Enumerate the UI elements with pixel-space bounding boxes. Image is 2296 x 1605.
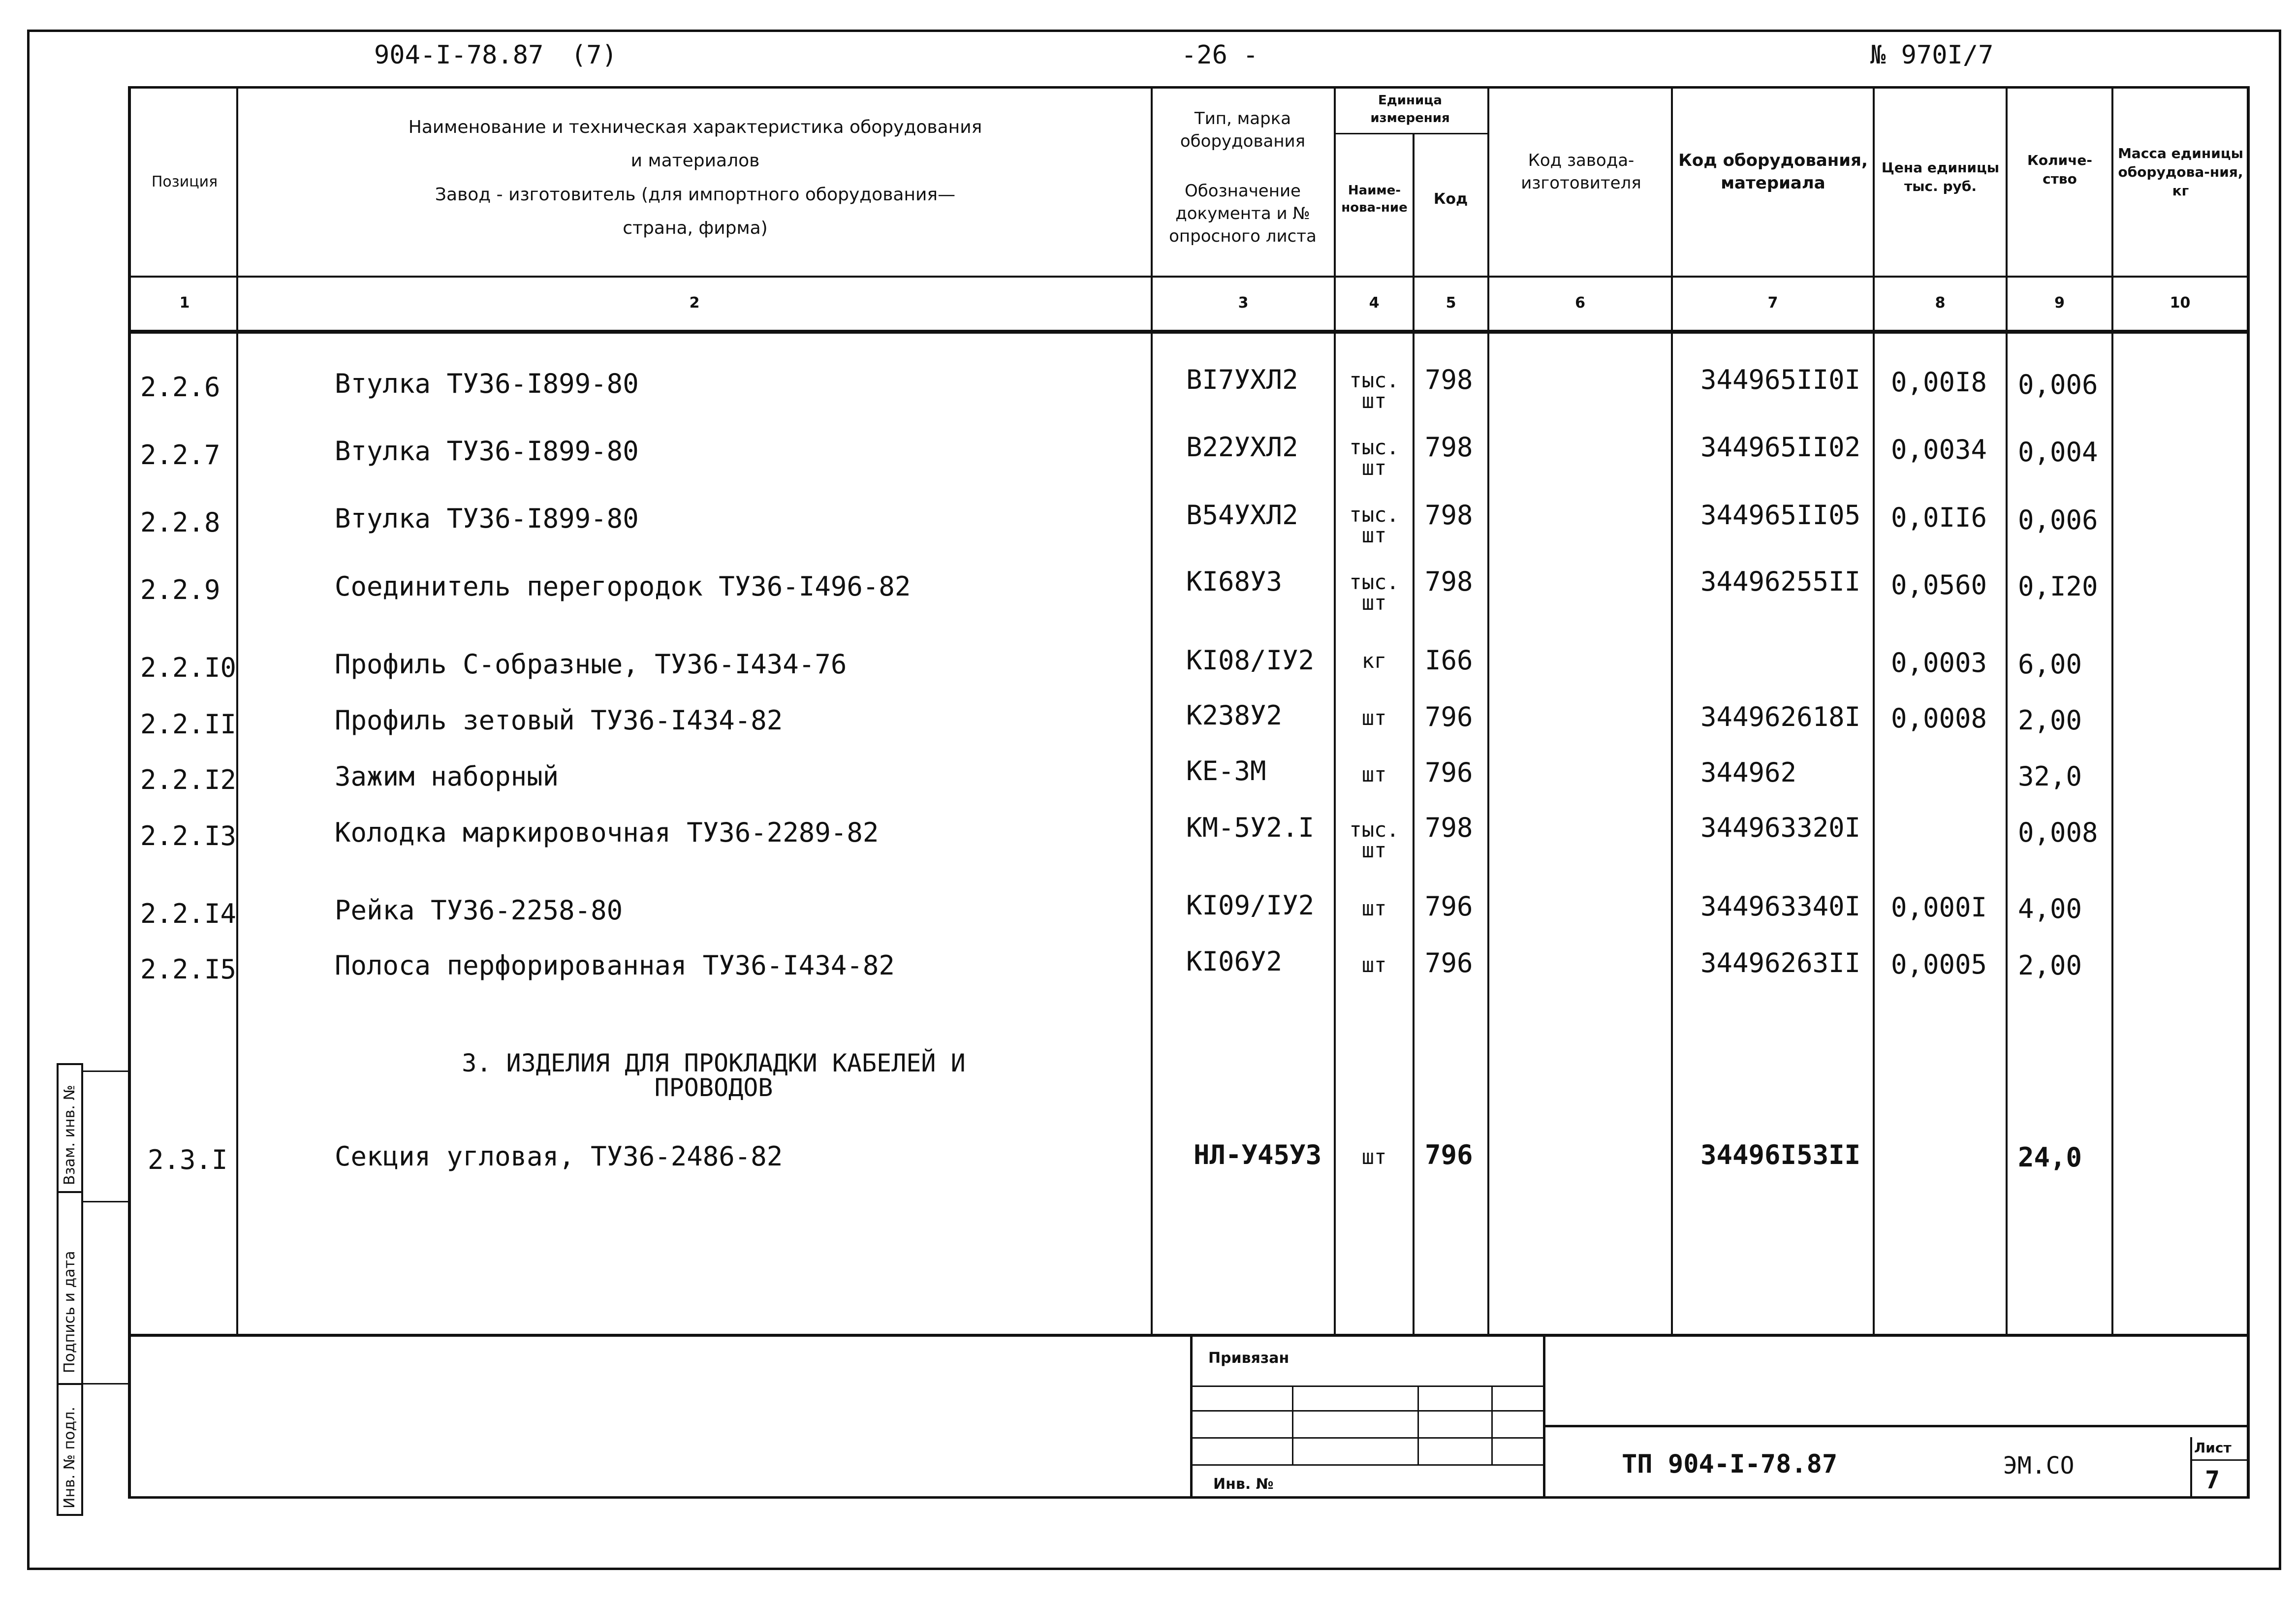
row-position: 2.2.II: [140, 709, 237, 740]
row-material-code: 344963320I: [1700, 812, 1861, 843]
row-quantity: 0,I20: [2018, 571, 2098, 602]
row-type: НЛ-У45У3: [1194, 1139, 1322, 1170]
row-position: 2.2.I2: [140, 764, 237, 795]
row-quantity: 0,004: [2018, 437, 2098, 468]
row-type: КМ-5У2.I: [1186, 812, 1315, 843]
stamp-bottom-line: [128, 1496, 2249, 1499]
col-header-material-code: Код оборудования, материала: [1678, 151, 1868, 193]
col-header-type: Тип, марка оборудования: [1180, 109, 1306, 151]
col-number-3: 3: [1238, 294, 1249, 312]
row-type: КI68У3: [1186, 566, 1283, 597]
row-quantity: 6,00: [2018, 649, 2082, 680]
row-material-code: 344965II05: [1700, 500, 1861, 531]
col-header-unit-code: Код: [1433, 190, 1468, 208]
margin-strip-div1: [57, 1191, 83, 1193]
row-type: BI7УХЛ2: [1186, 364, 1298, 395]
row-unit-code: 798: [1425, 500, 1473, 531]
stamp-inv-label: Инв. №: [1213, 1476, 1274, 1493]
row-unit-code: 798: [1425, 812, 1473, 843]
sheet-label: Лист: [2194, 1440, 2232, 1456]
row-quantity: 0,006: [2018, 504, 2098, 535]
row-type: КI09/IУ2: [1186, 890, 1315, 921]
row-name: Втулка ТУ36-I899-80: [335, 503, 639, 534]
section-heading-line2: ПРОВОДОВ: [654, 1073, 773, 1102]
row-quantity: 2,00: [2018, 705, 2082, 736]
margin-connector-3: [83, 1383, 130, 1385]
row-position: 2.2.7: [140, 440, 220, 471]
col-number-6: 6: [1575, 294, 1585, 312]
stamp-mark: ЭМ.СО: [2003, 1452, 2075, 1479]
row-unit-code: 796: [1425, 891, 1473, 922]
row-unit: тыс. шт: [1349, 818, 1399, 862]
row-unit-code: 796: [1425, 701, 1473, 732]
row-name: Профиль зетовый ТУ36-I434-82: [335, 705, 783, 736]
col-number-1: 1: [179, 294, 190, 312]
col-header-name-line1: Наименование и техническая характеристика оборудования: [408, 117, 982, 137]
stamp-doc-ref: ТП 904-I-78.87: [1622, 1449, 1838, 1479]
row-unit-code: 798: [1425, 432, 1473, 463]
row-type: КI06У2: [1186, 946, 1283, 977]
margin-strip-bottom: [57, 1514, 83, 1516]
row-name: Рейка ТУ36-2258-80: [335, 895, 623, 926]
margin-label-signature-date: Подпись и дата: [61, 1251, 78, 1373]
row-unit: шт: [1361, 762, 1387, 787]
archive-number: № 970I/7: [1870, 40, 1994, 70]
col-header-name-line3: Завод - изготовитель (для импортного оборудования—: [435, 184, 956, 205]
row-price: 0,0034: [1891, 434, 1987, 465]
row-material-code: 344963340I: [1700, 891, 1861, 922]
margin-label-original-inv: Инв. № подл.: [61, 1407, 78, 1509]
row-quantity: 0,008: [2018, 817, 2098, 848]
row-position: 2.2.I4: [140, 898, 237, 929]
unit-group-line: [1334, 133, 1487, 134]
row-name: Втулка ТУ36-I899-80: [335, 368, 639, 399]
col-header-name-line4: страна, фирма): [623, 218, 768, 239]
row-quantity: 32,0: [2018, 761, 2082, 792]
row-unit: тыс. шт: [1349, 570, 1399, 615]
doc-code: 904-I-78.87: [374, 40, 544, 70]
outer-border-top: [27, 30, 2281, 32]
row-unit: тыс. шт: [1349, 368, 1399, 413]
col-header-name: [241, 111, 1149, 258]
row-position: 2.3.I: [148, 1144, 228, 1175]
stamp-title-line: [1545, 1425, 2249, 1427]
col-number-8: 8: [1935, 294, 1946, 312]
col-number-10: 10: [2170, 294, 2191, 312]
row-price: 0,0005: [1891, 949, 1987, 980]
row-price: 0,0003: [1891, 647, 1987, 678]
row-material-code: 34496I53II: [1700, 1139, 1861, 1170]
row-unit: кг: [1361, 649, 1387, 673]
row-position: 2.2.6: [140, 372, 220, 403]
row-position: 2.2.I5: [140, 954, 237, 985]
row-unit: шт: [1361, 896, 1387, 920]
section-heading: [345, 1051, 1083, 1100]
row-price: 0,00I8: [1891, 367, 1987, 398]
row-type: B22УХЛ2: [1186, 432, 1298, 463]
row-material-code: 344962618I: [1700, 701, 1861, 732]
outer-border-right: [2279, 30, 2281, 1570]
col-line-4: [1413, 133, 1415, 1335]
col-number-5: 5: [1446, 294, 1456, 312]
col-line-7: [1873, 86, 1875, 1335]
row-unit-code: I66: [1425, 645, 1473, 676]
row-material-code: 34496263II: [1700, 947, 1861, 978]
stamp-grid-v3: [1491, 1385, 1493, 1464]
row-material-code: 344965II0I: [1700, 364, 1861, 395]
row-type: B54УХЛ2: [1186, 500, 1298, 531]
row-type: К238У2: [1186, 700, 1283, 731]
stamp-grid-h4: [1190, 1464, 1544, 1466]
table-left-line: [128, 86, 131, 1499]
row-unit-code: 798: [1425, 364, 1473, 395]
row-name: Соединитель перегородок ТУ36-I496-82: [335, 571, 911, 602]
margin-connector-1: [83, 1070, 130, 1072]
col-line-5: [1487, 86, 1489, 1335]
margin-strip-right: [81, 1063, 83, 1516]
margin-strip-top: [57, 1063, 83, 1065]
stamp-mid-line: [1543, 1335, 1545, 1498]
col-header-unit-group: Единица измерения: [1370, 93, 1450, 126]
row-unit: шт: [1361, 1145, 1387, 1169]
row-type: КЕ-3М: [1186, 755, 1266, 787]
row-unit: шт: [1361, 706, 1387, 730]
stamp-left-line: [1190, 1335, 1193, 1498]
row-position: 2.2.9: [140, 574, 220, 605]
page-number: -26 -: [1181, 40, 1258, 70]
row-position: 2.2.I3: [140, 820, 237, 851]
stamp-grid-v2: [1417, 1385, 1419, 1464]
row-unit: тыс. шт: [1349, 503, 1399, 547]
row-price: 0,000I: [1891, 892, 1987, 923]
row-quantity: 2,00: [2018, 950, 2082, 981]
row-position: 2.2.8: [140, 507, 220, 538]
outer-border-left: [27, 30, 30, 1570]
sheet-number: 7: [2205, 1466, 2220, 1494]
col-header-unit-name: Наиме-нова-ние: [1341, 183, 1408, 215]
row-quantity: 4,00: [2018, 893, 2082, 924]
table-right-line: [2247, 86, 2250, 1499]
row-price: 0,0008: [1891, 703, 1987, 734]
col-line-8: [2006, 86, 2008, 1335]
col-header-document: Обозначение документа и № опросного листа: [1169, 181, 1317, 246]
row-quantity: 24,0: [2018, 1142, 2082, 1173]
row-material-code: 344965II02: [1700, 432, 1861, 463]
col-line-9: [2111, 86, 2113, 1335]
body-bottom-line: [128, 1334, 2249, 1337]
col-header-price: Цена единицы тыс. руб.: [1881, 159, 2000, 194]
row-name: Полоса перфорированная ТУ36-I434-82: [335, 950, 895, 981]
col-header-factory-code: Код завода-изготовителя: [1521, 151, 1641, 193]
outer-border-bottom: [27, 1568, 2281, 1570]
row-name: Профиль С-образные, ТУ36-I434-76: [335, 649, 847, 680]
col-header-quantity: Количе-ство: [2027, 152, 2093, 187]
row-material-code: 34496255II: [1700, 566, 1861, 597]
margin-connector-2: [83, 1201, 130, 1202]
sheet-box-divider: [2190, 1459, 2247, 1461]
sheet-box-left: [2190, 1437, 2192, 1496]
col-line-6: [1671, 86, 1673, 1335]
col-number-7: 7: [1767, 294, 1778, 312]
col-number-4: 4: [1369, 294, 1380, 312]
row-name: Втулка ТУ36-I899-80: [335, 436, 639, 467]
header-divider-line: [128, 276, 2249, 278]
section-heading-line1: 3. ИЗДЕЛИЯ ДЛЯ ПРОКЛАДКИ КАБЕЛЕЙ И: [462, 1049, 966, 1077]
margin-label-replaced-inv: Взам. инв. №: [61, 1085, 78, 1185]
stamp-bound-label: Привязан: [1208, 1350, 1290, 1367]
col-header-mass: Масса единицы оборудова-ния, кг: [2118, 145, 2243, 199]
row-unit: шт: [1361, 953, 1387, 977]
row-unit-code: 798: [1425, 566, 1473, 597]
row-price: 0,0II6: [1891, 502, 1987, 533]
col-line-2: [1151, 86, 1153, 1335]
row-unit: тыс. шт: [1349, 435, 1399, 480]
row-unit-code: 796: [1425, 947, 1473, 978]
margin-strip-div2: [57, 1383, 83, 1385]
row-unit-code: 796: [1425, 757, 1473, 788]
numbers-divider-line: [128, 330, 2249, 334]
col-header-position: Позиция: [151, 173, 218, 190]
row-position: 2.2.I0: [140, 652, 237, 683]
variant-number: (7): [571, 40, 617, 70]
col-header-name-line2: и материалов: [630, 151, 760, 171]
margin-strip-left: [57, 1063, 59, 1516]
row-quantity: 0,006: [2018, 369, 2098, 400]
col-number-2: 2: [689, 294, 700, 312]
row-name: Колодка маркировочная ТУ36-2289-82: [335, 817, 879, 848]
row-name: Секция угловая, ТУ36-2486-82: [335, 1141, 783, 1172]
col-line-1: [236, 86, 238, 1335]
row-name: Зажим наборный: [335, 761, 559, 792]
col-number-9: 9: [2054, 294, 2065, 312]
table-top-line: [128, 86, 2249, 89]
row-type: КI08/IУ2: [1186, 645, 1315, 676]
row-unit-code: 796: [1425, 1139, 1473, 1170]
row-price: 0,0560: [1891, 569, 1987, 600]
row-material-code: 344962: [1700, 757, 1797, 788]
stamp-grid-v1: [1292, 1385, 1293, 1464]
